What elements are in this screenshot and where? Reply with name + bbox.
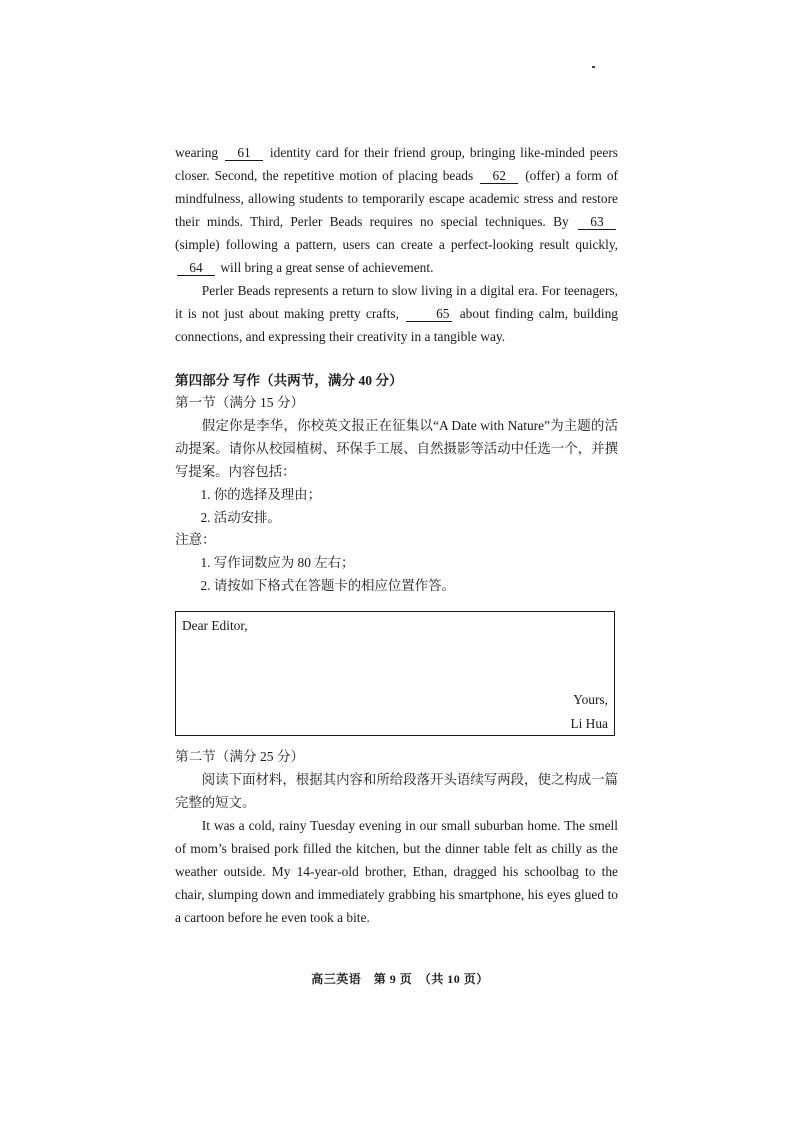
blank-62: 62: [480, 168, 518, 184]
story-paragraph: It was a cold, rainy Tuesday evening in our small suburban home. The smell of mom’s braised pork filled the kitchen, but the dinner table felt as chilly as the weather outside. My 14-year-old brother, Ethan, dragged his schoolbag to the chair, slumping down and immediately grabbing his smartphone, his eyes glued to a cartoon before he even took a bite.: [175, 818, 618, 925]
content-item-2: 2. 活动安排。: [200, 510, 281, 525]
passage-text: (simple) following a pattern, users can create a perfect-looking result quickly,: [175, 237, 618, 252]
section2-prompt: 阅读下面材料，根据其内容和所给段落开头语续写两段，使之构成一篇完整的短文。: [175, 772, 618, 810]
section2-title: 第二节（满分 25 分）: [175, 749, 305, 764]
blank-61: 61: [225, 145, 263, 161]
letter-closing: Yours,: [573, 692, 608, 707]
passage-paragraph-1: [175, 141, 618, 279]
passage-text: will bring a great sense of achievement.: [220, 260, 434, 275]
letter-greeting: Dear Editor,: [182, 618, 248, 633]
section1-title: 第一节（满分 15 分）: [175, 395, 305, 410]
page-footer: 高三英语 第 9 页 （共 10 页）: [311, 972, 489, 986]
page-content: [175, 141, 618, 929]
letter-format-box: [175, 611, 615, 736]
blank-64: 64: [177, 260, 215, 276]
note-label: 注意：: [175, 532, 216, 547]
passage-text: about finding calm, building connections, and expressing their creativity in a tangible way.: [175, 306, 618, 344]
passage-text: Perler Beads represents a return to slow living in a digital era. For teenagers, it is not just about making pretty crafts,: [175, 283, 618, 321]
note-item-1: 1. 写作词数应为 80 左右；: [200, 555, 355, 570]
content-item-1: 1. 你的选择及理由；: [200, 487, 321, 502]
note-item-2: 2. 请按如下格式在答题卡的相应位置作答。: [200, 578, 455, 593]
blank-63: 63: [578, 214, 616, 230]
scan-mark: [592, 66, 595, 68]
passage-text: wearing: [175, 145, 219, 160]
passage-text: identity card for their friend group, bringing like-minded peers closer. Second, the repetitive motion of placing beads: [175, 145, 618, 183]
passage-paragraph-2: [175, 279, 618, 348]
part4-title: 第四部分 写作（共两节，满分 40 分）: [175, 373, 403, 388]
blank-65: 65: [406, 306, 452, 322]
section1-prompt: 假定你是李华，你校英文报正在征集以“A Date with Nature”为主题的活动提案。请你从校园植树、环保手工展、自然摄影等活动中任选一个，并撰写提案。内容包括：: [175, 418, 618, 479]
letter-signature: Li Hua: [570, 716, 608, 731]
passage-text: (offer) a form of mindfulness, allowing students to temporarily escape academic stress and restore their minds. Third, Perler Beads requires no special techniques. By: [175, 168, 618, 229]
